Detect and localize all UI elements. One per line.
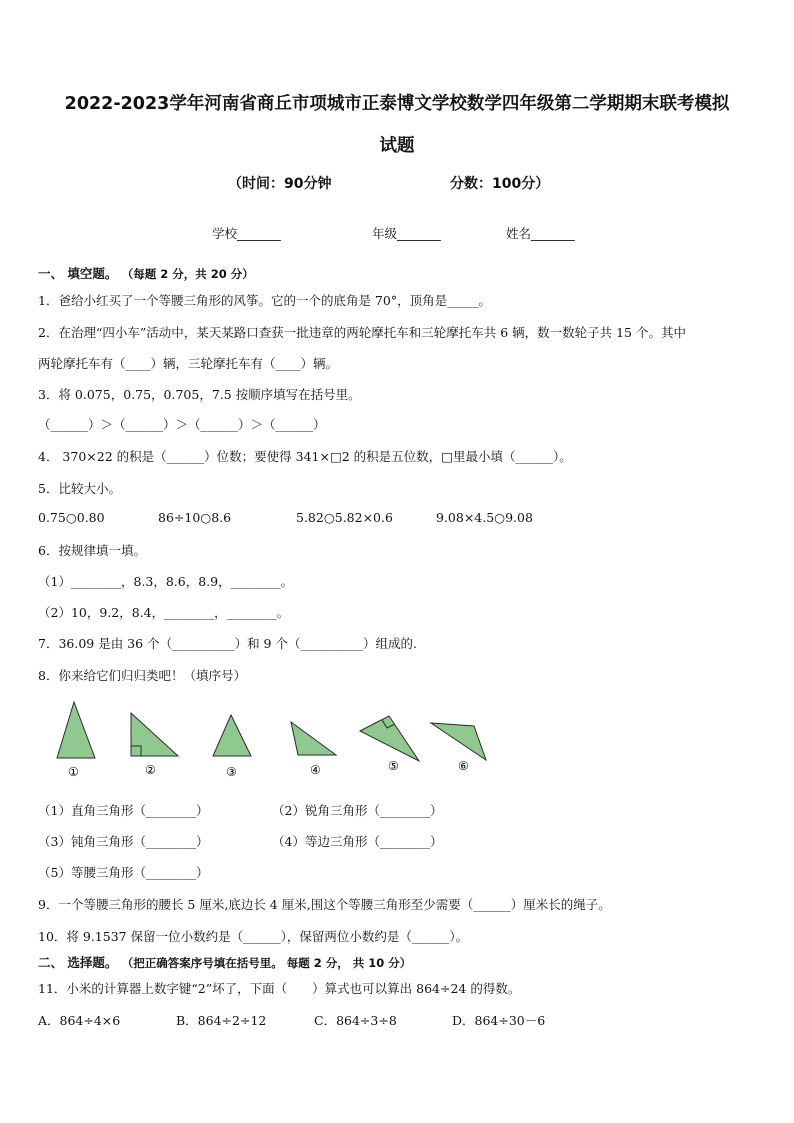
school-field: 学校_______ (212, 226, 281, 241)
time-limit: （时间：90分钟 (228, 176, 332, 192)
classify-acute: （2）锐角三角形（________） (272, 803, 443, 818)
question-11-options (38, 1011, 738, 1029)
triangle-1 (57, 702, 95, 758)
question-3-line2: （______）＞（______）＞（______）＞（______） (38, 417, 326, 432)
section1-note: （每题 2 分，共 20 分） (121, 267, 254, 281)
triangle-label-3: ③ (226, 765, 237, 779)
question-4: 4． 370×22 的积是（______）位数；要使得 341×□2 的积是五位数，□里最小填（______）。 (38, 449, 572, 464)
classify-right: （1）直角三角形（________） (38, 803, 209, 818)
section2-title: 二、 选择题。 (38, 955, 118, 970)
option-a: A．864÷4×6 (38, 1013, 121, 1028)
question-5-stem: 5．比较大小。 (38, 481, 121, 496)
triangle-3 (213, 715, 251, 756)
triangle-6 (431, 723, 486, 760)
option-b: B．864÷2÷12 (176, 1013, 267, 1028)
question-7: 7．36.09 是由 36 个（__________）和 9 个（__________）组成的. (38, 636, 417, 651)
compare-item-3: 5.82○5.82×0.6 (296, 510, 393, 525)
question-2-line2: 两轮摩托车有（____）辆，三轮摩托车有（____）辆。 (38, 356, 339, 371)
section2-note: （把正确答案序号填在括号里。 每题 2 分， 共 10 分） (121, 956, 412, 970)
compare-item-4: 9.08×4.5○9.08 (436, 510, 533, 525)
triangle-5 (360, 716, 419, 761)
triangle-label-1: ① (68, 765, 79, 779)
compare-item-2: 86÷10○8.6 (158, 510, 232, 525)
classify-equilateral: （4）等边三角形（________） (272, 834, 443, 849)
section1-heading (38, 264, 254, 282)
triangle-label-5: ⑤ (388, 759, 399, 773)
grade-field: 年级_______ (372, 226, 441, 241)
question-6-line1: （1）________，8.3，8.6，8.9，________。 (38, 574, 294, 589)
triangle-2 (131, 713, 178, 756)
question-8-stem: 8．你来给它们归归类吧！（填序号） (38, 668, 246, 683)
option-c: C．864÷3÷8 (314, 1013, 397, 1028)
triangle-figures (40, 698, 520, 780)
compare-item-1: 0.75○0.80 (38, 510, 105, 525)
question-6-stem: 6．按规律填一填。 (38, 543, 146, 558)
question-1: 1．爸给小红买了一个等腰三角形的风筝。它的一个的底角是 70°，顶角是_____。 (38, 293, 491, 308)
triangle-4 (291, 722, 336, 755)
total-score: 分数：100分） (450, 176, 550, 192)
question-10: 10．将 9.1537 保留一位小数约是（______），保留两位小数约是（______）。 (38, 929, 469, 944)
option-d: D．864÷30－6 (452, 1013, 546, 1028)
exam-title-line1: 2022-2023学年河南省商丘市项城市正泰博文学校数学四年级第二学期期末联考模拟 (64, 94, 730, 114)
section2-heading (38, 953, 411, 971)
section1-title: 一、 填空题。 (38, 266, 118, 281)
triangle-label-4: ④ (310, 763, 321, 777)
exam-title-line2: 试题 (379, 136, 415, 156)
question-2-line1: 2．在治理“四小车”活动中，某天某路口查获一批违章的两轮摩托车和三轮摩托车共 6 辆，数一数轮子共 15 个。其中 (38, 325, 686, 340)
classify-obtuse: （3）钝角三角形（________） (38, 834, 209, 849)
question-6-line2: （2）10，9.2，8.4，________，________。 (38, 605, 290, 620)
triangle-label-2: ② (145, 763, 156, 777)
question-9: 9．一个等腰三角形的腰长 5 厘米,底边长 4 厘米,围这个等腰三角形至少需要（______）厘米长的绳子。 (38, 897, 611, 912)
name-field: 姓名_______ (506, 226, 575, 241)
question-3-line1: 3．将 0.075，0.75，0.705，7.5 按顺序填写在括号里。 (38, 387, 361, 402)
question-5-items (38, 510, 738, 528)
triangle-label-6: ⑥ (458, 759, 469, 773)
question-11-stem: 11．小米的计算器上数字键“2”坏了，下面（ ）算式也可以算出 864÷24 的得数。 (38, 981, 521, 996)
classify-isosceles: （5）等腰三角形（________） (38, 865, 209, 880)
